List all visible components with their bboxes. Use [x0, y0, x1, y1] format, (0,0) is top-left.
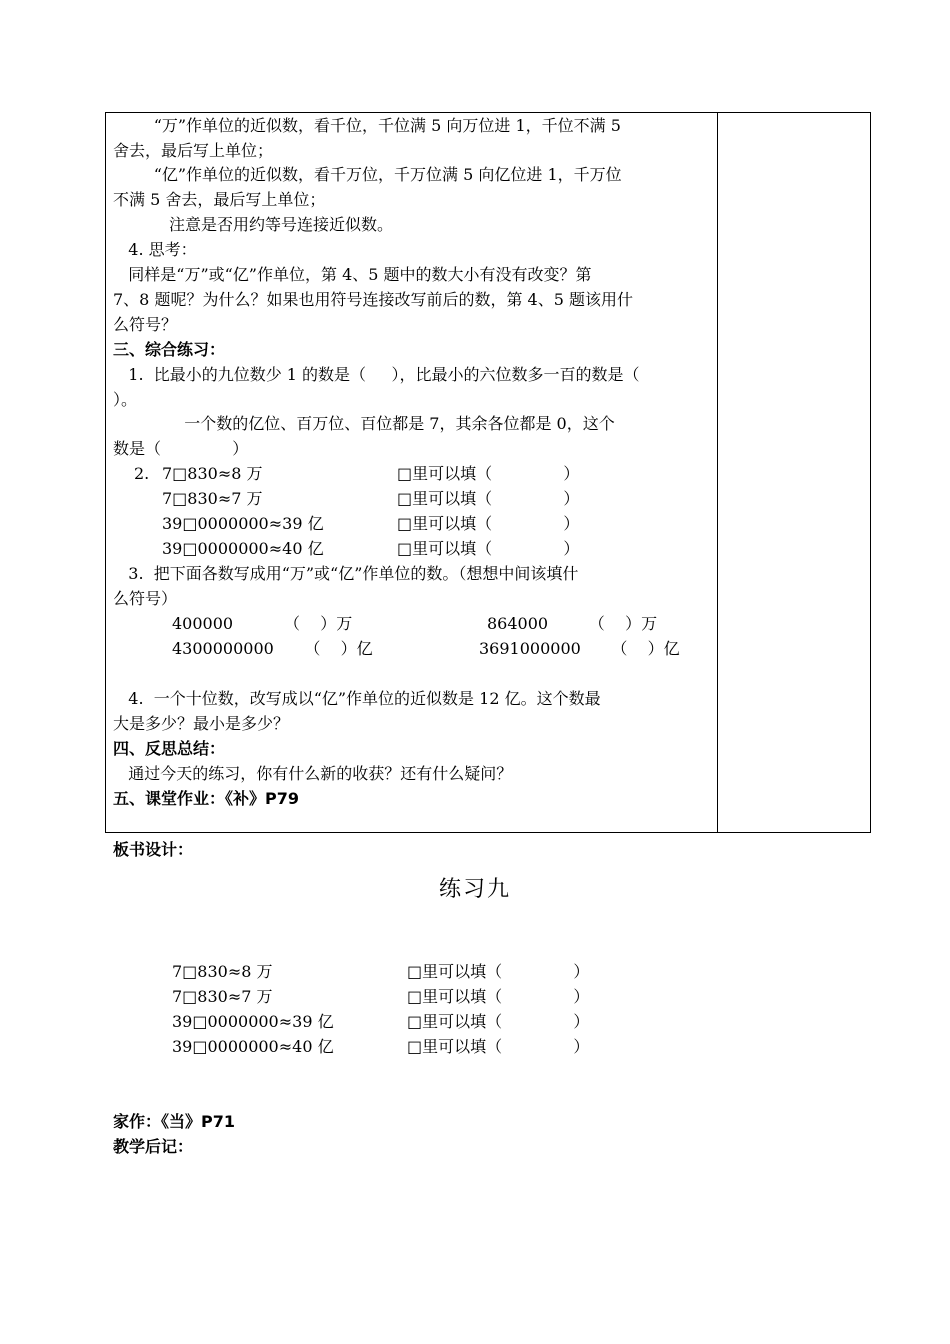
text-line-3: “亿”作单位的近似数，看千万位，千万位满 5 向亿位进 1，千万位	[113, 165, 622, 184]
board-design-label: 板书设计：	[113, 840, 194, 859]
exercise-4-line-a: 4. 一个十位数，改写成以“亿”作单位的近似数是 12 亿。这个数最	[113, 689, 601, 708]
board-row-1-right: □里可以填（ ）	[407, 962, 590, 981]
board-row-4-right: □里可以填（ ）	[407, 1037, 590, 1056]
section-heading-5: 五、课堂作业：《补》P79	[113, 789, 299, 808]
exercise-2-row-3-left: 39□0000000≈39 亿	[162, 514, 324, 533]
exercise-1-line-a: 1. 比最小的九位数少 1 的数是（ ），比最小的六位数多一百的数是（	[113, 365, 640, 384]
exercise-2-row-1-left: 7□830≈8 万	[162, 464, 263, 483]
text-line-6: 4. 思考：	[113, 240, 197, 259]
exercise-1-line-c: 一个数的亿位、百万位、百位都是 7，其余各位都是 0，这个	[113, 414, 615, 433]
board-row-2-right: □里可以填（ ）	[407, 987, 590, 1006]
section-heading-4: 四、反思总结：	[113, 739, 226, 758]
text-line-1: “万”作单位的近似数，看千位，千位满 5 向万位进 1，千位不满 5	[113, 116, 621, 135]
text-line-8: 7、8 题呢？为什么？如果也用符号连接改写前后的数，第 4、5 题该用什	[113, 290, 633, 309]
exercise-4-line-b: 大是多少？最小是多少？	[113, 714, 290, 733]
text-line-7: 同样是“万”或“亿”作单位，第 4、5 题中的数大小有没有改变？第	[113, 265, 592, 284]
exercise-3-row-2-right: 3691000000 （ ）亿	[479, 639, 680, 658]
board-title: 练习九	[438, 877, 511, 902]
exercise-1-line-b: ）。	[113, 390, 138, 409]
board-row-2-left: 7□830≈7 万	[172, 987, 273, 1006]
exercise-2-row-2-left: 7□830≈7 万	[162, 489, 263, 508]
exercise-3-line-a: 3. 把下面各数写成用“万”或“亿”作单位的数。（想想中间该填什	[113, 564, 579, 583]
exercise-3-row-1-left: 400000 （ ）万	[172, 614, 353, 633]
text-line-5: 注意是否用约等号连接近似数。	[113, 215, 393, 234]
board-row-1-left: 7□830≈8 万	[172, 962, 273, 981]
exercise-1-line-d: 数是（ ）	[113, 439, 249, 458]
section-heading-3: 三、综合练习：	[113, 340, 226, 359]
text-line-9: 么符号？	[113, 315, 178, 334]
column-divider	[717, 113, 718, 832]
exercise-3-row-1-right: 864000 （ ）万	[487, 614, 658, 633]
exercise-3-row-2-left: 4300000000 （ ）亿	[172, 639, 373, 658]
exercise-2-label: 2.	[134, 464, 150, 483]
board-row-3-right: □里可以填（ ）	[407, 1012, 590, 1031]
board-row-4-left: 39□0000000≈40 亿	[172, 1037, 334, 1056]
text-line-2: 舍去，最后写上单位；	[113, 141, 274, 160]
teaching-notes-label: 教学后记：	[113, 1137, 194, 1156]
board-row-3-left: 39□0000000≈39 亿	[172, 1012, 334, 1031]
exercise-2-row-4-left: 39□0000000≈40 亿	[162, 539, 324, 558]
exercise-2-row-3-right: □里可以填（ ）	[397, 514, 580, 533]
exercise-3-line-b: 么符号）	[113, 589, 178, 608]
text-line-4: 不满 5 舍去，最后写上单位；	[113, 190, 326, 209]
reflection-text: 通过今天的练习，你有什么新的收获？还有什么疑问？	[113, 764, 513, 783]
exercise-2-row-1-right: □里可以填（ ）	[397, 464, 580, 483]
exercise-2-row-4-right: □里可以填（ ）	[397, 539, 580, 558]
homework-text: 家作：《当》P71	[113, 1112, 235, 1131]
exercise-2-row-2-right: □里可以填（ ）	[397, 489, 580, 508]
